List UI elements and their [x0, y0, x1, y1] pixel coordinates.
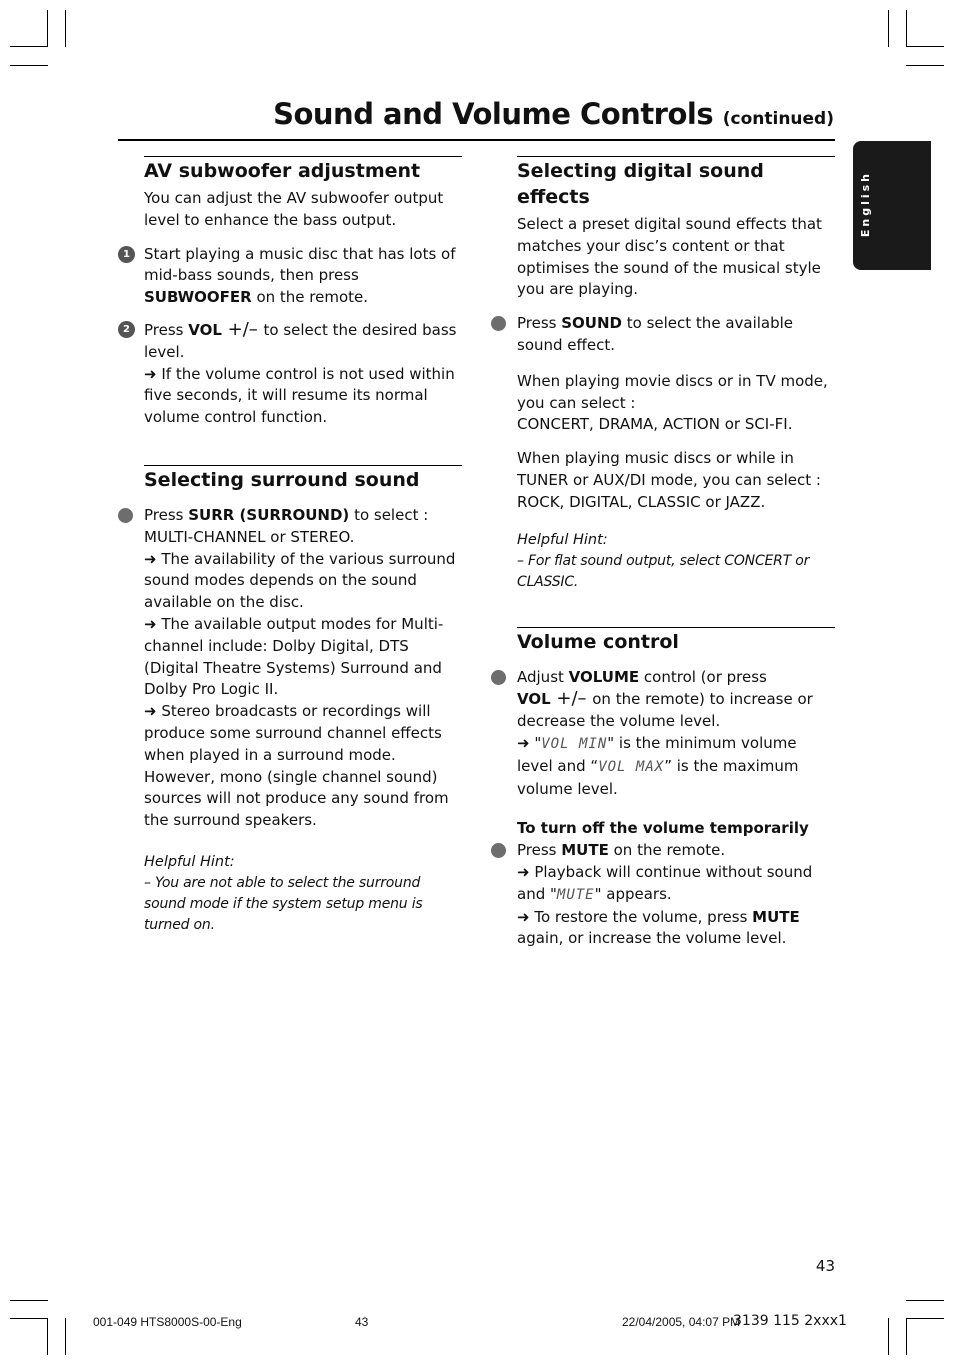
footer-file: 001-049 HTS8000S-00-Eng [93, 1315, 242, 1329]
footer-code: 3139 115 2xxx1 [733, 1313, 847, 1329]
crop-mark-tr-h2 [906, 65, 944, 66]
sound-key: SOUND [561, 314, 622, 333]
bullet-icon [491, 316, 506, 331]
crop-mark-br-h [906, 1300, 944, 1301]
subwoofer-step-1: 1 Start playing a music disc that has lots of mid-bass sounds, then press SUBWOOFER on the remote. [144, 244, 462, 309]
lcd-vol-min: VOL MIN [541, 735, 608, 752]
step-number-2: 2 [118, 321, 135, 338]
mute-subheading: To turn off the volume temporarily [517, 819, 809, 838]
mute-key: MUTE [561, 841, 609, 860]
crop-mark-tr-v2 [888, 10, 889, 47]
hint-title: Helpful Hint: [517, 531, 608, 548]
crop-mark-br-v2 [888, 1318, 889, 1355]
page-title: Sound and Volume Controls (continued) [273, 97, 834, 131]
step-number-1: 1 [118, 246, 135, 263]
bullet-icon [118, 508, 133, 523]
title-continued: (continued) [722, 109, 834, 129]
vol-key: VOL [517, 690, 551, 709]
arrow-icon: ➜ [517, 907, 530, 926]
crop-mark-bl-h [10, 1300, 48, 1301]
lcd-mute: MUTE [556, 886, 595, 903]
crop-mark-br-v [906, 1318, 907, 1355]
volume-key: VOLUME [568, 667, 640, 686]
title-rule [118, 139, 835, 141]
effects-music: When playing music discs or while in TUNER or AUX/DI mode, you can select : ROCK, DIGITAL, CLASSIC or JAZZ. [517, 449, 821, 511]
subwoofer-step-2: 2 Press VOL +/– to select the desired bass level. ➜ If the volume control is not used within five seconds, it will resume its normal volume control function. [144, 319, 462, 429]
arrow-icon: ➜ [517, 862, 530, 881]
arrow-icon: ➜ [144, 549, 157, 568]
surr-key: SURR (SURROUND) [188, 505, 350, 524]
page-number: 43 [815, 1257, 835, 1275]
volume-bullet: Adjust VOLUME control (or press VOL +/– on the remote) to increase or decrease the volume level. ➜ "VOL MIN" is the minimum volume level and “VOL MAX” is the maximum volume level. [517, 667, 835, 801]
crop-mark-tl-v2 [65, 10, 66, 47]
crop-mark-tl-h [10, 46, 48, 47]
subwoofer-heading: AV subwoofer adjustment [144, 156, 462, 184]
crop-mark-bl-h2 [10, 1318, 48, 1319]
section-effects [517, 156, 835, 593]
plus-minus-symbol: +/– [221, 318, 264, 340]
vol-key: VOL [188, 320, 222, 339]
mute-bullet: Press MUTE on the remote. ➜ Playback will continue without sound and "MUTE" appears. ➜ To restore the volume, press MUTE again, or increase the volume level. [517, 840, 835, 950]
hint-body: – You are not able to select the surround sound mode if the system setup menu is turned on. [144, 874, 423, 933]
crop-mark-br-h2 [906, 1318, 944, 1319]
surround-hint [144, 852, 462, 936]
subwoofer-key: SUBWOOFER [144, 288, 252, 307]
subwoofer-intro: You can adjust the AV subwoofer output level to enhance the bass output. [144, 189, 444, 229]
section-surround [144, 465, 462, 936]
language-tab [853, 141, 931, 270]
crop-mark-bl-v2 [65, 1318, 66, 1355]
arrow-icon: ➜ [144, 702, 157, 721]
effects-intro: Select a preset digital sound effects that matches your disc’s content or that optimises the sound of the musical style you are playing. [517, 215, 822, 299]
effects-hint [517, 530, 835, 593]
crop-mark-tl-v [47, 10, 48, 47]
arrow-icon: ➜ [144, 614, 157, 633]
arrow-icon: ➜ [144, 364, 157, 383]
effects-movie: When playing movie discs or in TV mode, you can select : CONCERT, DRAMA, ACTION or SCI-FI. [517, 371, 828, 434]
right-column [517, 156, 835, 960]
arrow-icon: ➜ [517, 733, 530, 752]
volume-heading: Volume control [517, 627, 835, 655]
effects-heading: Selecting digital sound effects [517, 156, 835, 210]
plus-minus-symbol: +/– [550, 688, 593, 710]
surround-heading: Selecting surround sound [144, 465, 462, 493]
footer-page: 43 [355, 1315, 369, 1329]
section-subwoofer [123, 156, 462, 429]
lcd-vol-max: VOL MAX [598, 758, 665, 775]
language-tab-label: English [859, 171, 872, 238]
surround-bullet: Press SURR (SURROUND) to select : MULTI-CHANNEL or STEREO. ➜ The availability of the various surround sound modes depends on the sound available on the disc. ➜ The available output modes for Multi-channel include: Dolby Digital, DTS (Digital Theatre Systems) Surround and Dolby Pro Logic II. ➜ Stereo broadcasts or recordings will produce some surround channel effects when played in a surround mode. However, mono (single channel sound) sources will not produce any sound from the surround speakers. [144, 505, 462, 832]
mute-key: MUTE [752, 907, 800, 926]
crop-mark-tr-h [906, 46, 944, 47]
hint-body: – For flat sound output, select CONCERT or CLASSIC. [517, 552, 810, 590]
bullet-icon [491, 670, 506, 685]
bullet-icon [491, 843, 506, 858]
crop-mark-tr-v [906, 10, 907, 47]
left-column [123, 156, 462, 936]
section-volume [517, 627, 835, 951]
crop-mark-bl-v [47, 1318, 48, 1355]
effects-bullet: Press SOUND to select the available sound effect. [517, 313, 835, 357]
hint-title: Helpful Hint: [144, 853, 235, 870]
crop-mark-tl-h2 [10, 65, 48, 66]
footer-date: 22/04/2005, 04:07 PM [622, 1315, 741, 1329]
